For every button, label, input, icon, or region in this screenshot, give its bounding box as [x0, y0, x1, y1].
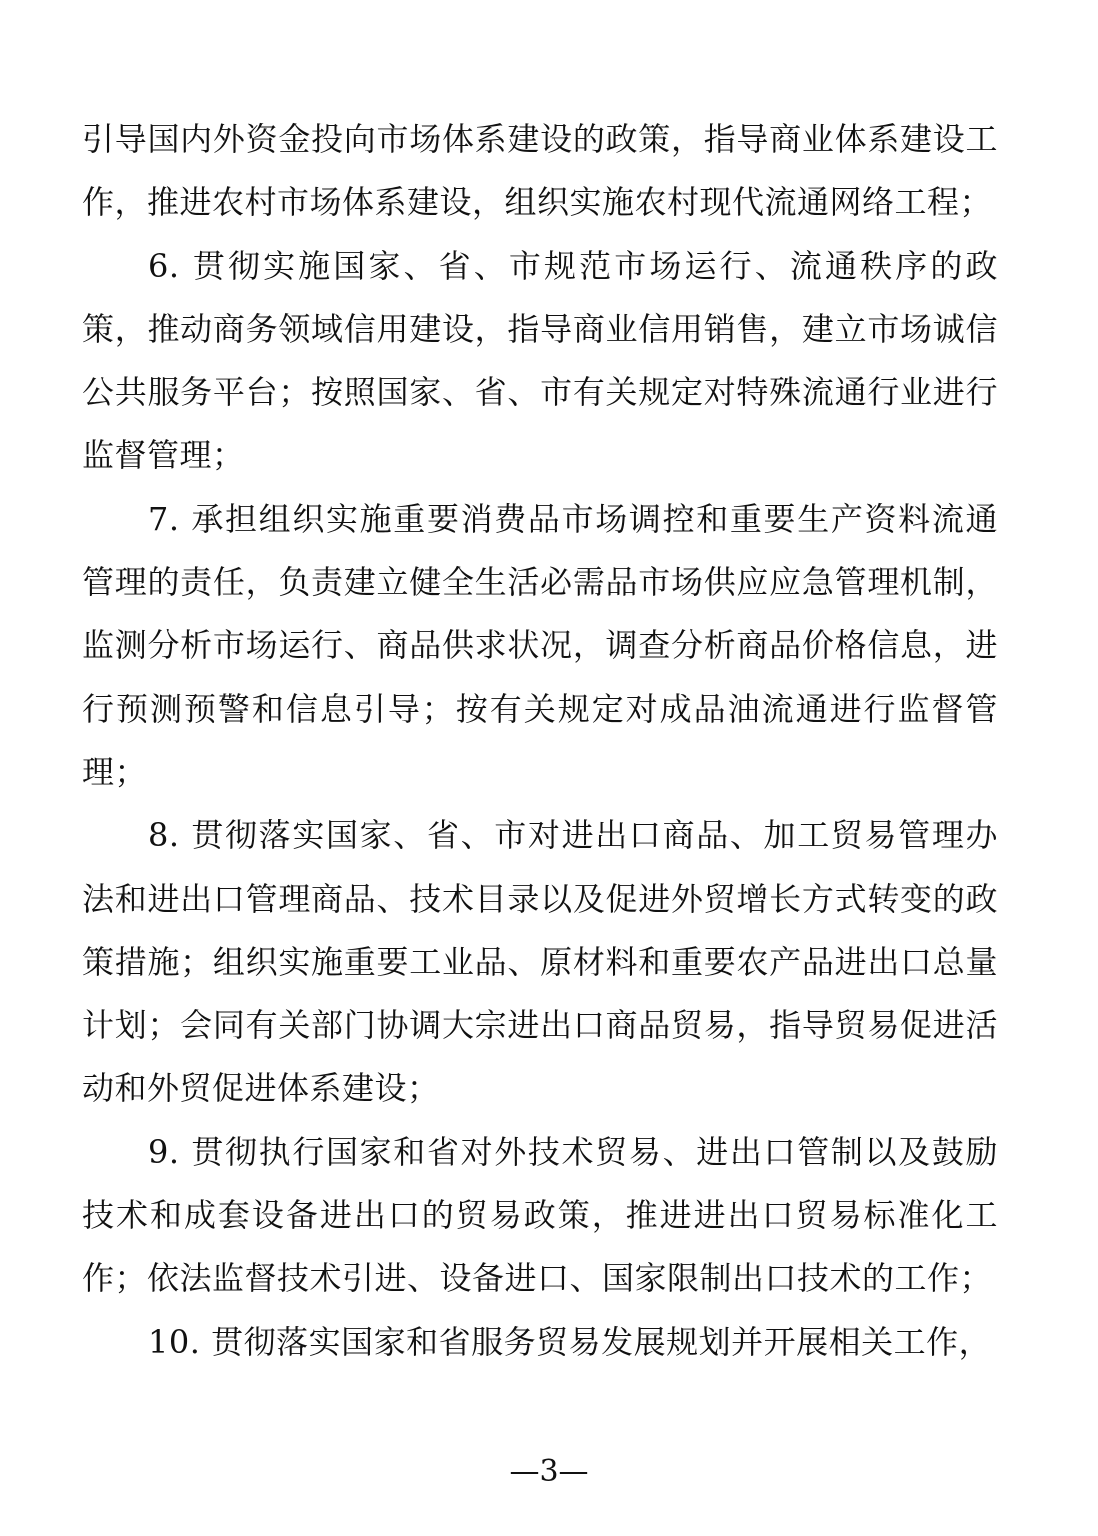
document-body [82, 108, 998, 1374]
paragraph-item-7: 7. 承担组织实施重要消费品市场调控和重要生产资料流通管理的责任，负责建立健全生活必需品市场供应应急管理机制，监测分析市场运行、商品供求状况，调查分析商品价格信息，进行预测预警和信息引导；按有关规定对成品油流通进行监督管理； [82, 499, 998, 791]
paragraph-item-9: 9. 贯彻执行国家和省对外技术贸易、进出口管制以及鼓励技术和成套设备进出口的贸易政策，推进进出口贸易标准化工作；依法监督技术引进、设备进口、国家限制出口技术的工作； [82, 1132, 998, 1298]
paragraph-item-8: 8. 贯彻落实国家、省、市对进出口商品、加工贸易管理办法和进出口管理商品、技术目录以及促进外贸增长方式转变的政策措施；组织实施重要工业品、原材料和重要农产品进出口总量计划；会同有关部门协调大宗进出口商品贸易，指导贸易促进活动和外贸促进体系建设； [82, 816, 998, 1108]
paragraph-item-10: 10. 贯彻落实国家和省服务贸易发展规划并开展相关工作， [148, 1322, 992, 1361]
paragraph-item-6: 6. 贯彻实施国家、省、市规范市场运行、流通秩序的政策，推动商务领域信用建设，指导商业信用销售，建立市场诚信公共服务平台；按照国家、省、市有关规定对特殊流通行业进行监督管理； [82, 246, 998, 475]
paragraph-continuation: 引导国内外资金投向市场体系建设的政策，指导商业体系建设工作，推进农村市场体系建设，组织实施农村现代流通网络工程； [82, 120, 998, 222]
page-number: —3— [509, 1454, 589, 1489]
